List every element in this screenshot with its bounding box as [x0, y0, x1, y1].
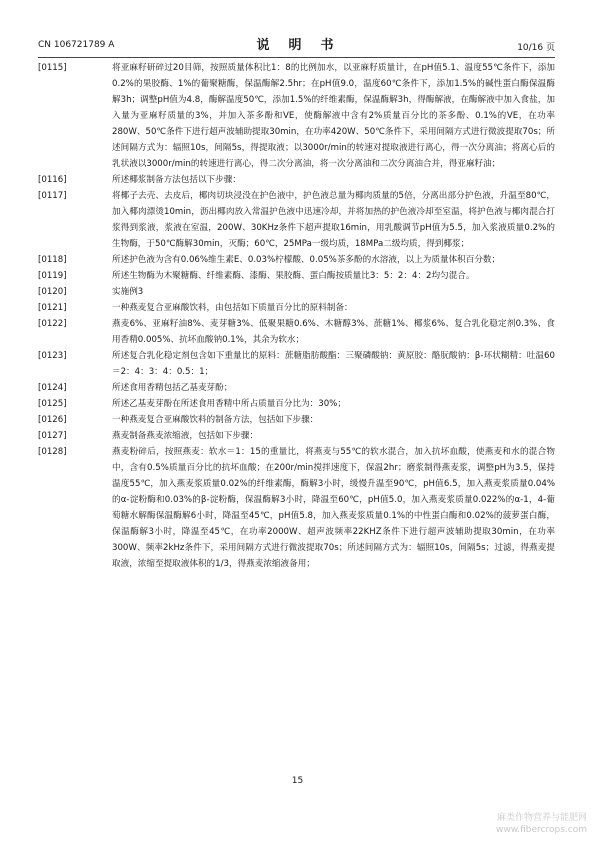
paragraph-0125 — [38, 396, 555, 412]
paragraph-text: 所述椰浆制备方法包括以下步骤： — [112, 175, 241, 185]
paragraph-0127 — [38, 428, 555, 444]
watermark — [496, 812, 587, 836]
page-number: 15 — [291, 776, 304, 786]
paragraph-0115 — [38, 60, 555, 172]
paragraph-number: [0128] — [38, 447, 67, 457]
paragraph-text: 实施例3 — [112, 287, 144, 297]
paragraph-text: 一种燕麦复合亚麻酸饮料的制备方法，包括如下步骤： — [112, 415, 319, 425]
paragraph-0119 — [38, 268, 555, 284]
watermark-line-1: 麻类作物营养与能肥网 — [496, 813, 587, 823]
paragraph-number: [0121] — [38, 303, 67, 313]
paragraph-text: 将椰子去壳、去皮后，椰肉切块浸没在护色液中，护色液总量为椰肉质量的5倍，分离出部分护色液，升温至80℃，加入椰肉漂烫10min，沥出椰肉放入常温护色液中迅速冷却，并将加热的护色液冷却至室温，将护色液与椰肉混合打浆得到浆液，浆液在室温，200W、30KHz条件下超声提取16min，用乳酸调节pH值为5.5，加入浆液质量0.2%的生物酶，于50℃酶解30min，灭酶；60℃，25MPa一级均质，18MPa二级均质，得到椰浆； — [112, 191, 555, 249]
paragraph-number: [0126] — [38, 415, 67, 425]
paragraph-text: 将亚麻籽研碎过20目筛，按照质量体积比1：8的比例加水，以亚麻籽质量计，在pH值5.1、温度55℃条件下，添加0.2%的果胶酶、1%的葡聚糖酶，保温酶解2.5hr；在pH值9.0，温度60℃条件下，添加1.5%的碱性蛋白酶保温酶解3h；调整pH值为4.8，酶解温度50℃，添加1.5%的纤维素酶，保温酶解3h，得酶解液，在酶解液中加入食盐，加入量为亚麻籽质量的3%，并加入茶多酚和VE，使酶解液中含有2%质量百分比的茶多酚、0.1%的VE，在功率280W、50℃条件下进行超声波辅助提取30min，在功率420W、50℃条件下，采用间隔方式进行微波提取70s；所述间隔方式为：辐照10s，间隔5s，得提取液；以3000r/min的转速对提取液进行离心，得一次分离油；将离心后的乳状液以3000r/min的转速进行离心，得二次分离油，将一次分离油和二次分离油合并，得亚麻籽油； — [112, 63, 555, 169]
document-body — [38, 60, 555, 572]
paragraph-text: 燕麦6%、亚麻籽油8%、麦芽糖3%、低聚果糖0.6%、木糖醇3%、蔗糖1%、椰浆6%、复合乳化稳定剂0.3%、食用香精0.005%、抗坏血酸钠0.1%，其余为软水； — [112, 319, 555, 345]
paragraph-number: [0118] — [38, 255, 67, 265]
watermark-line-2: www.fibercrops.com — [496, 825, 587, 835]
paragraph-number: [0115] — [38, 63, 67, 73]
paragraph-text: 所述乙基麦芽酚在所述食用香精中所占质量百分比为：30%； — [112, 399, 346, 409]
paragraph-text: 燕麦制备燕麦浓缩液，包括如下步骤： — [112, 431, 259, 441]
paragraph-0116 — [38, 172, 555, 188]
paragraph-0124 — [38, 380, 555, 396]
page-header — [38, 34, 555, 56]
paragraph-number: [0123] — [38, 351, 67, 361]
paragraph-text: 所述生物酶为木聚糖酶、纤维素酶、漆酶、果胶酶、蛋白酶按质量比3：5：2：4：2均匀混合。 — [112, 271, 475, 281]
page-indicator: 10/16 页 — [517, 43, 555, 53]
paragraph-0117 — [38, 188, 555, 252]
paragraph-number: [0117] — [38, 191, 67, 201]
doc-number: CN 106721789 A — [38, 40, 115, 50]
paragraph-text: 所述护色液为含有0.06%维生素E、0.03%柠檬酸、0.05%茶多酚的水溶液，以上为质量体积百分数； — [112, 255, 501, 265]
paragraph-number: [0120] — [38, 287, 67, 297]
paragraph-0120 — [38, 284, 555, 300]
paragraph-0118 — [38, 252, 555, 268]
paragraph-0128 — [38, 444, 555, 572]
paragraph-text: 所述食用香精包括乙基麦芽酚； — [112, 383, 233, 393]
paragraph-text: 所述复合乳化稳定剂包含如下重量比的原料：蔗糖脂肪酸酯：三聚磷酸钠：黄原胶：酪朊酸钠：β-环状糊精：吐温60＝2：4：3：4：0.5：1； — [112, 351, 555, 377]
paragraph-0123 — [38, 348, 555, 380]
paragraph-text: 燕麦粉碎后，按照燕麦：软水＝1：15的重量比，将燕麦与55℃的软水混合，加入抗坏血酸，使燕麦和水的混合物中，含有0.5%质量百分比的抗坏血酸；在200r/min搅拌速度下，保温2hr；磨浆制得燕麦浆，调整pH为3.5，保持温度55℃，加入燕麦浆质量0.02%的纤维素酶，酶解3小时，缓慢升温至90℃，pH值6.5，加入燕麦浆质量0.04%的α-淀粉酶和0.03%的β-淀粉酶，保温酶解3小时，降温至60℃，pH值5.0，加入燕麦浆质量0.022%的α-1，4-葡萄糖水解酶保温酶解6小时，降温至45℃，pH值5.8，加入燕麦浆质量0.1%的中性蛋白酶和0.02%的菠萝蛋白酶，保温酶解3小时，降温至45℃，在功率2000W、超声波频率22KHZ条件下进行超声波辅助提取30min，在功率300W、频率2kHz条件下，采用间隔方式进行微波提取70s；所述间隔方式为：辐照10s，间隔5s；过滤，得燕麦提取液，浓缩至提取液体积的1/3，得燕麦浓缩液备用； — [112, 447, 555, 569]
paragraph-number: [0119] — [38, 271, 67, 281]
paragraph-number: [0127] — [38, 431, 67, 441]
header-rule — [38, 57, 555, 58]
paragraph-number: [0124] — [38, 383, 67, 393]
paragraph-0122 — [38, 316, 555, 348]
paragraph-0121 — [38, 300, 555, 316]
paragraph-number: [0125] — [38, 399, 67, 409]
paragraph-text: 一种燕麦复合亚麻酸饮料，由包括如下质量百分比的原料制备： — [112, 303, 353, 313]
paragraph-number: [0116] — [38, 175, 67, 185]
paragraph-number: [0122] — [38, 319, 67, 329]
paragraph-0126 — [38, 412, 555, 428]
page-title: 说 明 书 — [256, 38, 337, 53]
